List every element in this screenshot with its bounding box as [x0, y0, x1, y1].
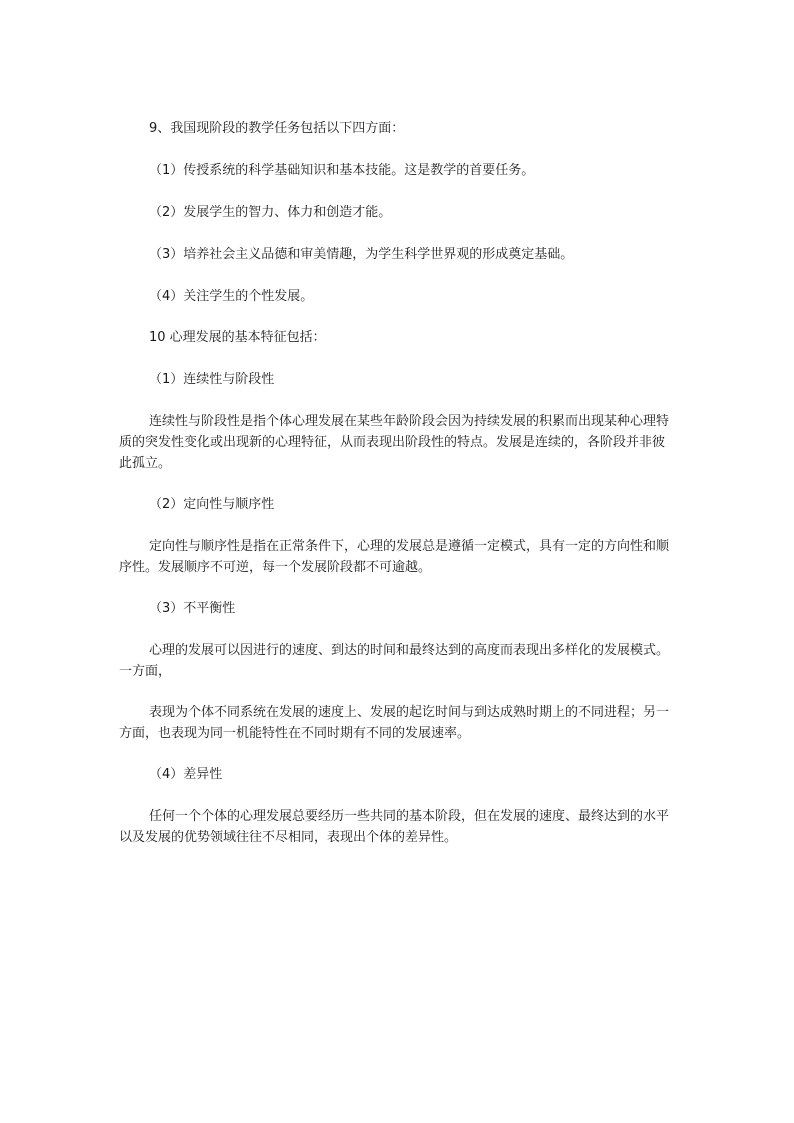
paragraph-imbalance-1: 心理的发展可以因进行的速度、到达的时间和最终达到的高度而表现出多样化的发展模式。一方面，: [119, 643, 670, 679]
subheading-direction: （2）定向性与顺序性: [149, 497, 275, 512]
list-item-task-2: （2）发展学生的智力、体力和创造才能。: [149, 205, 392, 220]
subheading-continuity: （1）连续性与阶段性: [149, 372, 275, 387]
heading-teaching-tasks: 9、我国现阶段的教学任务包括以下四方面：: [149, 121, 405, 136]
paragraph-continuity: 连续性与阶段性是指个体心理发展在某些年龄阶段会因为持续发展的积累而出现某种心理特质的突发性变化或出现新的心理特征，从而表现出阶段性的特点。发展是连续的，各阶段并非彼此孤立。: [119, 414, 670, 471]
subheading-imbalance: （3）不平衡性: [149, 601, 236, 616]
paragraph-direction: 定向性与顺序性是指在正常条件下，心理的发展总是遵循一定模式，具有一定的方向性和顺序性。发展顺序不可逆，每一个发展阶段都不可逾越。: [119, 539, 670, 575]
list-item-task-4: （4）关注学生的个性发展。: [149, 289, 314, 304]
subheading-difference: （4）差异性: [149, 767, 223, 782]
heading-psych-features: 10 心理发展的基本特征包括：: [149, 330, 326, 345]
list-item-task-3: （3）培养社会主义品德和审美情趣，为学生科学世界观的形成奠定基础。: [149, 247, 574, 262]
paragraph-imbalance-2: 表现为个体不同系统在发展的速度上、发展的起讫时间与到达成熟时期上的不同进程；另一方面，也表现为同一机能特性在不同时期有不同的发展速率。: [119, 705, 670, 741]
list-item-task-1: （1）传授系统的科学基础知识和基本技能。这是教学的首要任务。: [149, 163, 535, 178]
paragraph-difference: 任何一个个体的心理发展总要经历一些共同的基本阶段，但在发展的速度、最终达到的水平以及发展的优势领域往往不尽相同，表现出个体的差异性。: [119, 809, 670, 845]
